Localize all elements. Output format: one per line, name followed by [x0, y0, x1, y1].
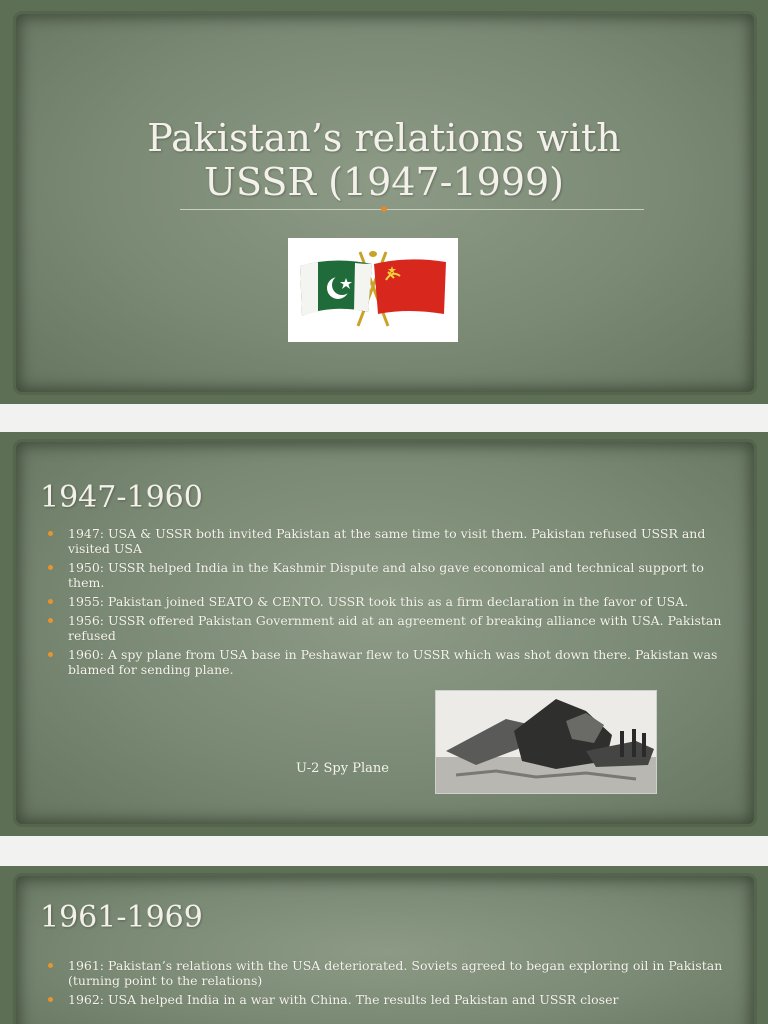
section-heading: 1947-1960: [40, 480, 203, 515]
bullet-list: [46, 958, 726, 1011]
list-item-text: 1960: A spy plane from USA base in Peshawar flew to USSR which was shot down there. Pakistan was blamed for sending plane.: [68, 647, 718, 677]
list-item-text: 1947: USA & USSR both invited Pakistan at the same time to visit them. Pakistan refused USSR and visited USA: [68, 526, 706, 556]
plane-wreckage-icon: [436, 691, 656, 793]
slide-title-line-1: Pakistan’s relations with: [147, 116, 621, 160]
list-item: [46, 613, 726, 643]
bullet-icon: [48, 599, 53, 604]
crossed-flags-icon: [288, 238, 458, 342]
bullet-icon: [48, 652, 53, 657]
crossed-flags-image: [288, 238, 458, 342]
slide-1: [0, 0, 768, 404]
slide-2: [0, 432, 768, 836]
list-item-text: 1962: USA helped India in a war with China. The results led Pakistan and USSR closer: [68, 992, 619, 1007]
list-item: [46, 958, 726, 988]
list-item: [46, 647, 726, 677]
slide-separator: [0, 836, 768, 866]
list-item-text: 1961: Pakistan’s relations with the USA deteriorated. Soviets agreed to began exploring oil in Pakistan (turning point to the relations): [68, 958, 723, 988]
slide-3: [0, 866, 768, 1024]
list-item: [46, 526, 726, 556]
ussr-flag-icon: [374, 259, 446, 314]
bullet-icon: [48, 531, 53, 536]
title-divider: [180, 209, 644, 210]
list-item: [46, 992, 726, 1007]
section-heading: 1961-1969: [40, 900, 203, 935]
spy-plane-photo: [435, 690, 657, 794]
title-divider-dot: [381, 206, 387, 212]
bullet-icon: [48, 997, 53, 1002]
bullet-list: [46, 526, 726, 681]
pakistan-flag-icon: [300, 260, 372, 316]
image-caption: U-2 Spy Plane: [296, 761, 389, 776]
list-item-text: 1956: USSR offered Pakistan Government aid at an agreement of breaking alliance with USA. Pakistan refused: [68, 613, 722, 643]
list-item-text: 1955: Pakistan joined SEATO & CENTO. USSR took this as a firm declaration in the favor of USA.: [68, 594, 689, 609]
slide-title-line-2: USSR (1947-1999): [203, 160, 565, 204]
slide-separator: [0, 404, 768, 432]
bullet-icon: [48, 618, 53, 623]
bullet-icon: [48, 963, 53, 968]
list-item: [46, 594, 726, 609]
list-item-text: 1950: USSR helped India in the Kashmir Dispute and also gave economical and technical support to them.: [68, 560, 704, 590]
bullet-icon: [48, 565, 53, 570]
list-item: [46, 560, 726, 590]
